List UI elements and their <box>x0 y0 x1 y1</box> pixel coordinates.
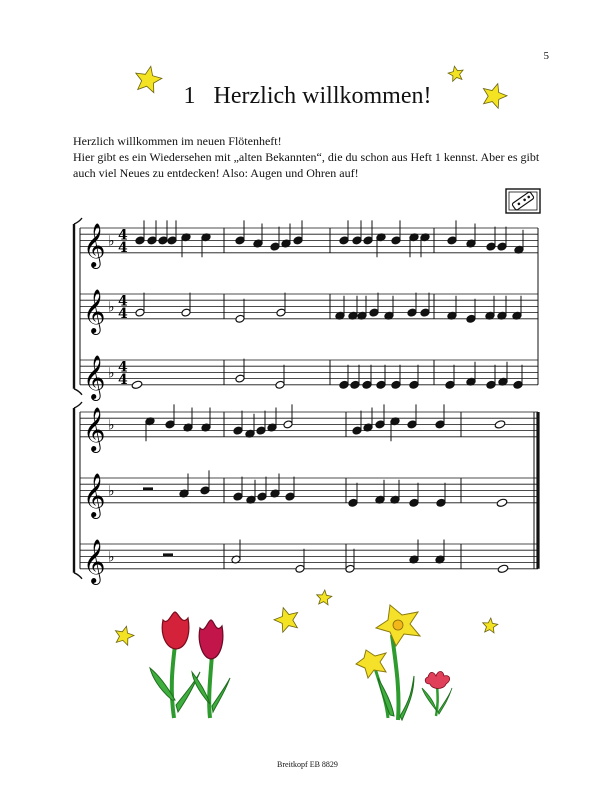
star-icon <box>448 66 463 81</box>
treble-clef-icon: 𝄞 <box>83 472 106 517</box>
time-signature-denominator: 4 <box>118 239 128 256</box>
flat-icon: ♭ <box>108 417 115 434</box>
intro-line-2: Hier gibt es ein Wiedersehen mit „alten Bekannten“, die du schon aus Heft 1 kennst. Aber es gibt auch viel Neues zu entdecken! Also: Augen und Ohren auf! <box>73 150 540 180</box>
flat-icon: ♭ <box>108 549 115 566</box>
flat-icon: ♭ <box>108 365 115 382</box>
star-icon <box>116 626 135 645</box>
treble-clef-icon: 𝄞 <box>83 222 106 267</box>
star-icon <box>317 590 332 605</box>
flat-icon: ♭ <box>108 483 115 500</box>
flat-icon: ♭ <box>108 233 115 250</box>
footer-publisher: Breitkopf EB 8829 <box>277 760 338 769</box>
daffodil-icon <box>356 605 420 720</box>
treble-clef-icon: 𝄞 <box>83 288 106 333</box>
time-signature-numerator: 4 <box>118 359 128 376</box>
time-signature-denominator: 4 <box>118 371 128 388</box>
treble-clef-icon: 𝄞 <box>83 354 106 399</box>
tulip-icon <box>150 612 230 718</box>
time-signature-denominator: 4 <box>118 305 128 322</box>
star-icon <box>274 608 298 633</box>
star-icon <box>483 618 498 633</box>
time-signature-numerator: 4 <box>118 293 128 310</box>
treble-clef-icon: 𝄞 <box>83 406 106 451</box>
star-icon <box>483 84 507 109</box>
title-number: 1 <box>183 83 196 109</box>
flower-icon <box>422 672 452 717</box>
title-text: Herzlich willkommen! <box>213 83 432 109</box>
flat-icon: ♭ <box>108 299 115 316</box>
intro-line-1: Herzlich willkommen im neuen Flötenheft! <box>73 134 282 148</box>
time-signature-numerator: 4 <box>118 227 128 244</box>
page-number: 5 <box>543 50 549 62</box>
treble-clef-icon: 𝄞 <box>83 538 106 583</box>
star-icon <box>136 66 162 92</box>
